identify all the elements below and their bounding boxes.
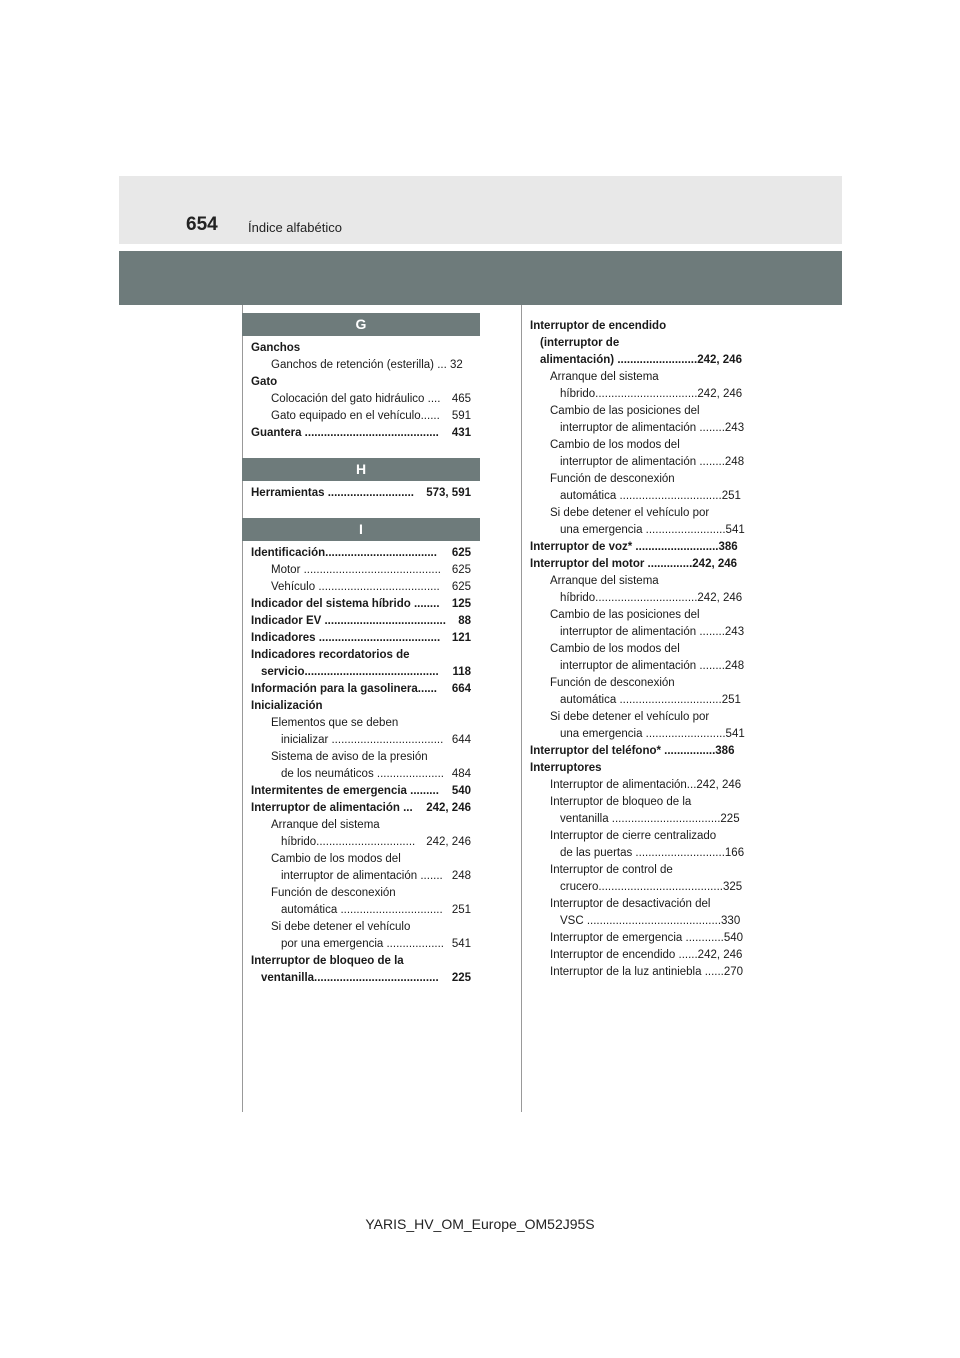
index-entry xyxy=(251,647,471,681)
index-subentry xyxy=(530,573,750,607)
entry-text: Gato equipado en el vehículo...... xyxy=(271,410,440,422)
entry-text: interruptor de alimentación ........243 xyxy=(560,422,745,434)
entry-text: Cambio de los modos del xyxy=(550,439,680,451)
index-subentry xyxy=(251,357,471,374)
letter-header: G xyxy=(242,313,480,336)
entry-text: Indicadores recordatorios de xyxy=(251,649,410,661)
entry-text: Vehículo ...................................... xyxy=(271,581,440,593)
entry-text: Sistema de aviso de la presión xyxy=(271,751,428,763)
entry-page: 625 xyxy=(451,547,471,559)
entry-text: Interruptor de control de xyxy=(550,864,673,876)
entry-text: Interruptor de la luz antiniebla ......270 xyxy=(550,966,744,978)
left-column-rule xyxy=(242,305,243,1112)
index-entry xyxy=(530,539,750,556)
index-subentry xyxy=(251,715,471,749)
index-subentry xyxy=(530,896,750,930)
header-band xyxy=(119,176,842,244)
entry-text: Interruptor del teléfono* ................386 xyxy=(530,745,735,757)
entry-text: Indicadores ...................................... xyxy=(251,632,441,644)
entry-text: una emergencia .........................541 xyxy=(560,728,745,740)
entry-text: Interruptores xyxy=(530,762,602,774)
entry-page: 541 xyxy=(451,938,471,950)
entry-text: Interruptor de alimentación ... xyxy=(251,802,413,814)
entry-text: una emergencia .........................541 xyxy=(560,524,745,536)
entry-text: interruptor de alimentación ....... xyxy=(281,870,443,882)
entry-page: 625 xyxy=(451,581,471,593)
entry-text: Interruptor de encendido xyxy=(530,320,667,332)
entry-text: inicializar ................................... xyxy=(281,734,444,746)
index-subentry xyxy=(251,749,471,783)
entry-text: Indicador del sistema híbrido ........ xyxy=(251,598,440,610)
entry-text: Si debe detener el vehículo por xyxy=(550,507,710,519)
entry-text: Arranque del sistema xyxy=(550,575,659,587)
entry-text: por una emergencia .................. xyxy=(281,938,444,950)
entry-text: Interruptor de bloqueo de la xyxy=(251,955,404,967)
entry-text: Información para la gasolinera...... xyxy=(251,683,437,695)
index-entry xyxy=(251,630,471,647)
index-subentry xyxy=(530,403,750,437)
index-entry xyxy=(530,760,750,777)
entry-page: 644 xyxy=(451,734,471,746)
entry-text: Ganchos xyxy=(251,342,301,354)
entry-text: automática ................................251 xyxy=(560,490,741,502)
entry-page: 242, 246 xyxy=(426,836,471,848)
index-subentry xyxy=(530,641,750,675)
entry-page: 540 xyxy=(451,785,471,797)
entry-page: 431 xyxy=(451,427,471,439)
document-code: YARIS_HV_OM_Europe_OM52J95S xyxy=(365,1216,595,1232)
entry-text: Interruptor de encendido ......242, 246 xyxy=(550,949,743,961)
entry-text: híbrido................................242, 246 xyxy=(560,388,743,400)
entry-text: Indicador EV ...................................... xyxy=(251,615,446,627)
index-subentry xyxy=(251,919,471,953)
entry-page: 242, 246 xyxy=(426,802,471,814)
index-entry xyxy=(251,374,471,391)
entry-page: 664 xyxy=(451,683,471,695)
index-subentry xyxy=(530,964,750,981)
index-subentry xyxy=(530,369,750,403)
entry-page: 251 xyxy=(451,904,471,916)
index-subentry xyxy=(530,709,750,743)
entry-text: VSC ..........................................330 xyxy=(560,915,741,927)
entry-page: 118 xyxy=(452,666,471,678)
index-entry xyxy=(251,425,471,442)
entry-page: 625 xyxy=(451,564,471,576)
index-right-column xyxy=(530,318,750,981)
entry-text: automática ................................ xyxy=(281,904,443,916)
entry-text: Guantera .......................................... xyxy=(251,427,439,439)
index-entry xyxy=(251,545,471,562)
entry-text: interruptor de alimentación ........243 xyxy=(560,626,745,638)
index-entry xyxy=(251,485,471,502)
index-subentry xyxy=(530,437,750,471)
entry-text: Arranque del sistema xyxy=(550,371,659,383)
entry-text: ventanilla ..................................225 xyxy=(560,813,740,825)
index-subentry xyxy=(530,828,750,862)
entry-text: Interruptor del motor ..............242, 246 xyxy=(530,558,738,570)
entry-text: Interruptor de desactivación del xyxy=(550,898,711,910)
index-subentry xyxy=(251,817,471,851)
entry-text: de los neumáticos ..................... xyxy=(281,768,444,780)
entry-page: 121 xyxy=(451,632,471,644)
entry-page: 573, 591 xyxy=(426,487,471,499)
entry-text: Motor ........................................... xyxy=(271,564,441,576)
entry-text: interruptor de alimentación ........248 xyxy=(560,660,745,672)
index-subentry xyxy=(251,885,471,919)
entry-page: 248 xyxy=(451,870,471,882)
entry-text: Arranque del sistema xyxy=(271,819,380,831)
index-subentry xyxy=(251,391,471,408)
index-entry xyxy=(251,681,471,698)
index-entry xyxy=(251,698,471,715)
index-entry xyxy=(251,340,471,357)
entry-text: Cambio de los modos del xyxy=(271,853,401,865)
entry-text: servicio.......................................... xyxy=(261,666,439,678)
entry-text: Interruptor de cierre centralizado xyxy=(550,830,717,842)
letter-header: I xyxy=(242,518,480,541)
index-entry xyxy=(530,318,750,369)
entry-text: Función de desconexión xyxy=(550,677,675,689)
entry-text: alimentación) .........................242, 246 xyxy=(540,354,742,366)
entry-text: Intermitentes de emergencia ......... xyxy=(251,785,439,797)
index-entry xyxy=(251,613,471,630)
entry-page: 591 xyxy=(451,410,471,422)
entry-text: interruptor de alimentación ........248 xyxy=(560,456,745,468)
index-subentry xyxy=(251,851,471,885)
entry-text: Si debe detener el vehículo xyxy=(271,921,411,933)
index-subentry xyxy=(530,471,750,505)
index-left-column xyxy=(251,313,471,987)
entry-text: Cambio de las posiciones del xyxy=(550,609,700,621)
entry-text: Cambio de los modos del xyxy=(550,643,680,655)
entry-text: Función de desconexión xyxy=(271,887,396,899)
index-subentry xyxy=(530,777,750,794)
entry-text: Interruptor de emergencia ............540 xyxy=(550,932,744,944)
letter-header: H xyxy=(242,458,480,481)
index-subentry xyxy=(530,607,750,641)
entry-page: 225 xyxy=(451,972,471,984)
entry-text: Inicialización xyxy=(251,700,323,712)
index-subentry xyxy=(530,505,750,539)
page-title: Índice alfabético xyxy=(248,220,342,235)
right-column-rule xyxy=(521,305,522,1112)
entry-text: Herramientas ........................... xyxy=(251,487,414,499)
page-number: 654 xyxy=(186,214,218,235)
index-subentry xyxy=(251,579,471,596)
index-subentry xyxy=(530,930,750,947)
entry-text: Cambio de las posiciones del xyxy=(550,405,700,417)
index-entry xyxy=(530,556,750,573)
entry-text: Interruptor de voz* ..........................386 xyxy=(530,541,738,553)
index-subentry xyxy=(530,947,750,964)
index-entry xyxy=(251,953,471,987)
index-subentry xyxy=(530,675,750,709)
entry-text: Gato xyxy=(251,376,278,388)
index-entry xyxy=(251,783,471,800)
entry-text: (interruptor de xyxy=(540,337,620,349)
entry-text: Interruptor de bloqueo de la xyxy=(550,796,692,808)
index-entry xyxy=(251,800,471,817)
entry-text: de las puertas ............................166 xyxy=(560,847,745,859)
entry-text: Interruptor de alimentación...242, 246 xyxy=(550,779,742,791)
entry-text: híbrido................................242, 246 xyxy=(560,592,743,604)
entry-text: Identificación................................... xyxy=(251,547,437,559)
index-subentry xyxy=(530,794,750,828)
entry-page: 465 xyxy=(451,393,471,405)
entry-page: 88 xyxy=(458,615,471,627)
index-entry xyxy=(251,596,471,613)
entry-text: automática ................................251 xyxy=(560,694,741,706)
entry-text: Función de desconexión xyxy=(550,473,675,485)
entry-text: ventanilla....................................... xyxy=(261,972,439,984)
index-subentry xyxy=(251,562,471,579)
entry-text: Ganchos de retención (esterilla) ... 32 xyxy=(271,359,463,371)
index-entry xyxy=(530,743,750,760)
index-subentry xyxy=(251,408,471,425)
entry-page: 484 xyxy=(451,768,471,780)
entry-text: Si debe detener el vehículo por xyxy=(550,711,710,723)
entry-text: híbrido............................... xyxy=(281,836,416,848)
section-band xyxy=(119,251,842,305)
entry-text: crucero.......................................325 xyxy=(560,881,743,893)
entry-text: Elementos que se deben xyxy=(271,717,399,729)
entry-text: Colocación del gato hidráulico .... xyxy=(271,393,441,405)
index-subentry xyxy=(530,862,750,896)
entry-page: 125 xyxy=(451,598,471,610)
